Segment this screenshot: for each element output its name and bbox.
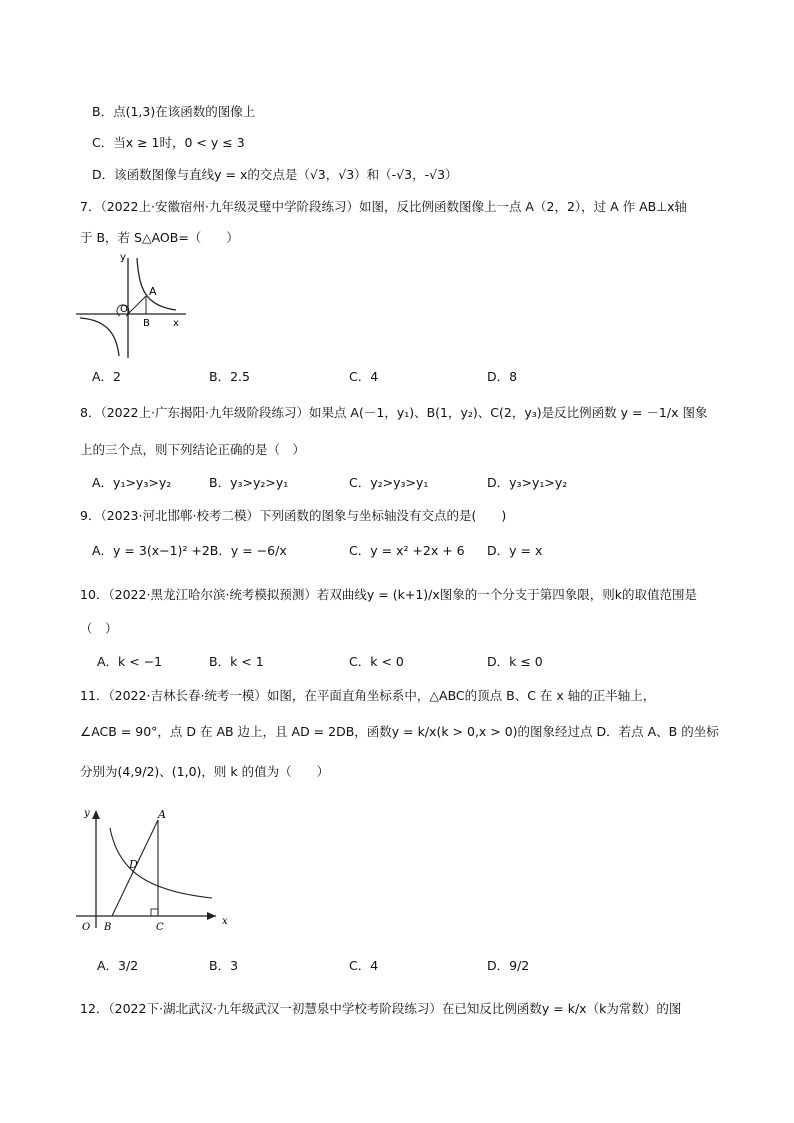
- q10-option-a: A．k < −1: [97, 654, 163, 669]
- q9-stem: 9．（2023·河北邯郸·校考二模）下列函数的图象与坐标轴没有交点的是( ): [80, 508, 507, 523]
- q7-option-a: A．2: [92, 369, 122, 384]
- q10-option-b: B．k < 1: [209, 654, 264, 669]
- q7-fig-label-b: B: [143, 318, 150, 329]
- q10-stem-line1: 10．（2022·黑龙江哈尔滨·统考模拟预测）若双曲线y = (k+1)/x图象的一个分支于第四象限，则k的取值范围是: [80, 587, 697, 602]
- q10-option-c: C．k < 0: [349, 654, 404, 669]
- q10-option-d: D．k ≤ 0: [487, 654, 543, 669]
- q11-fig-label-d: D: [129, 858, 138, 871]
- q11-stem-line2: ∠ACB = 90°，点 D 在 AB 边上，且 AD = 2DB，函数y = k/x(k > 0,x > 0)的图象经过点 D．若点 A、B 的坐标: [80, 724, 719, 739]
- q9-option-ab: A．y = 3(x−1)² +2B．y = −6/x: [92, 543, 287, 558]
- q7-fig-label-a: A: [149, 285, 157, 298]
- q7-option-c: C．4: [349, 369, 379, 384]
- q11-stem-line3: 分别为(4,9/2)、(1,0)，则 k 的值为（ ）: [80, 764, 330, 779]
- q7-fig-label-x: x: [173, 318, 179, 329]
- q11-fig-label-x: x: [222, 916, 228, 927]
- q11-fig-label-c: C: [156, 922, 164, 933]
- q9-option-c: C．y = x² +2x + 6: [349, 543, 465, 558]
- q11-option-c: C．4: [349, 958, 379, 973]
- q11-option-b: B．3: [209, 958, 239, 973]
- q8-option-b: B．y₃>y₂>y₁: [209, 475, 289, 490]
- q11-fig-label-a: A: [158, 808, 166, 821]
- q7-stem-line1: 7．（2022上·安徽宿州·九年级灵璧中学阶段练习）如图，反比例函数图像上一点 A（2，2），过 A 作 AB⊥x轴: [80, 199, 688, 214]
- q11-option-d: D．9/2: [487, 958, 530, 973]
- q6-option-b: B．点(1,3)在该函数的图像上: [92, 104, 256, 119]
- q7-figure: [76, 250, 196, 360]
- q8-option-a: A．y₁>y₃>y₂: [92, 475, 172, 490]
- q7-option-b: B．2.5: [209, 369, 250, 384]
- q11-option-a: A．3/2: [97, 958, 139, 973]
- q11-fig-label-o: O: [82, 922, 91, 933]
- q7-fig-label-o: O: [120, 304, 128, 315]
- q11-stem-line1: 11．（2022·吉林长春·统考一模）如图，在平面直角坐标系中，△ABC的顶点 B、C 在 x 轴的正半轴上，: [80, 688, 656, 703]
- q6-option-c: C．当x ≥ 1时，0 < y ≤ 3: [92, 135, 245, 150]
- q8-option-d: D．y₃>y₁>y₂: [487, 475, 568, 490]
- q8-option-c: C．y₂>y₃>y₁: [349, 475, 429, 490]
- q10-stem-line2: （ ）: [80, 621, 118, 636]
- q7-fig-label-y: y: [120, 252, 126, 263]
- q12-stem-line1: 12．（2022下·湖北武汉·九年级武汉一初慧泉中学校考阶段练习）在已知反比例函数y = k/x（k为常数）的图: [80, 1001, 682, 1016]
- q11-fig-label-b: B: [104, 922, 112, 933]
- q8-stem-line1: 8．（2022上·广东揭阳·九年级阶段练习）如果点 A(－1，y₁)、B(1，y₂)、C(2，y₃)是反比例函数 y = －1/x 图象: [80, 405, 708, 420]
- q6-option-d: D．该函数图像与直线y = x的交点是（√3，√3）和（-√3，-√3）: [92, 167, 458, 182]
- q11-fig-label-y: y: [84, 808, 90, 819]
- q9-option-d: D．y = x: [487, 543, 543, 558]
- q7-stem-line2: 于 B，若 S△AOB=（ ）: [80, 230, 239, 245]
- q7-option-d: D．8: [487, 369, 518, 384]
- q8-stem-line2: 上的三个点，则下列结论正确的是（ ）: [80, 442, 306, 457]
- q11-figure: [76, 806, 236, 936]
